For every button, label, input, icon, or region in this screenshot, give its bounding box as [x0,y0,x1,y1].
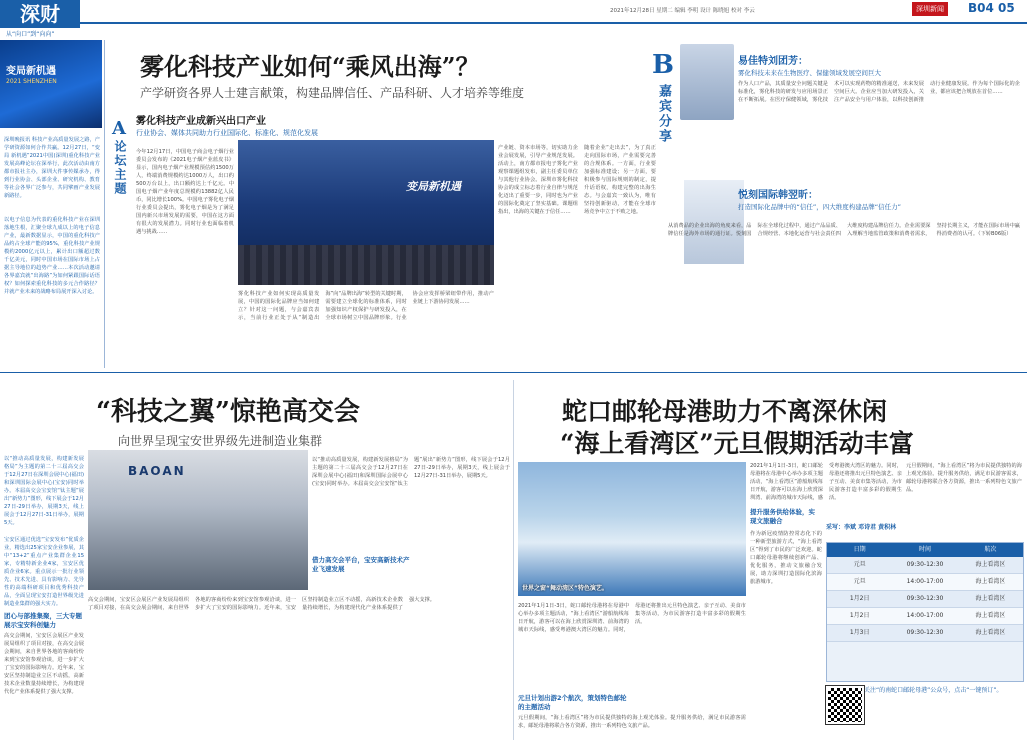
bottom-right-body-3: 2021年1月1日-3日，蛇口邮轮母港将在母港中心举办多项主题活动，“海上看湾区”游船航线每日开航，游客可以在海上欣赏深圳湾、前海湾的城市天际线，感受粤港澳大湾区的魅力。同时，母港还将推出元旦特色演艺、亲子互动、美食市集等活动，为市民游客打造丰富多彩的假期生活。 [750,463,902,501]
top-col-2: 雾化科技产业如何实现高质量发展，中国的国际化品牌应当如何建立？针对这一问题，与会嘉宾表示，当前行业正处于从“制造出海”向“品牌出海”转型的关键时期，需要建立全球化的标准体系，同时加强知识产权保护与研发投入，在全球市场树立中国品牌形象。行业协会应发挥桥梁纽带作用，推动产业链上下游协同发展…… [238,291,494,321]
section-a-subtitle: 行业协会、媒体共同助力行业国际化、标准化、规范化发展 [136,129,318,137]
table-row [827,608,1023,625]
photo-caption: 变局新机遇 [406,180,461,193]
expo-photo [88,450,308,590]
table-cell: 海上看湾区 [975,629,1006,636]
bottom-right-right-head: 提升服务供给体验，实现文旅融合 [750,508,815,525]
table-cell: 海上看湾区 [975,612,1006,619]
guest1-portrait [680,44,734,120]
table-cell: 09:30-12:30 [906,595,944,602]
page-number: B04 05 [968,1,1015,15]
bottom-left-body-2: 宝安区通过优选“宝安发布”优质企业，精选出25家宝安企业参展，其中“13+2”重点产业集群企业15家，专精特新企业4家，宝安区优质企业6家。重点展示一批行业领先、技术先进、具有影响力、先导性的高端科研项目和优秀科技产品，全面呈现宝安打造世界级先进制造业集群的强大实力。 [4,537,84,607]
masthead-bar [0,0,1027,24]
bottom-left-subhead: 向世界呈现宝安世界级先进制造业集群 [118,434,323,448]
bottom-left-side-head: 团心与部推集聚，三大专题展示宝安科创魅力 [4,612,82,629]
bottom-left-body-3: 高交会期间，宝安区会展区产业发展局组织了项目对接，在高交会展会期间，来自世界各地的客商纷纷来到宝安馆参观洽谈，进一步扩大了宝安的国际影响力。近年来，宝安区坚持制造业立区不动摇，高新技术企业数量持续增长，为构建现代化产业体系提供了强大支撑。 [4,633,84,695]
top-col-1: 今年12月17日，中国电子商会电子烟行业委员会发布的《2021电子烟产业蓝皮书》显示，国内电子烟产业规模预估约1500万人，终端消费规模约达1000万人，出口约500万台以上，出口额约达上千亿元。中国电子烟产业年度总规模约13882亿人民币，同比增长100%。中国电子雾化电子烟行业委员会提出，雾化电子烟是为了满足国内新兴市场发展的需要，中国在这方面有很大的发展潜力。同时行业也面临着机遇与挑战…… [136,149,234,235]
bottom-right-author: 采写：李斌 邓诗君 黄积林 [826,524,897,531]
section-b-label: 嘉宾分享 [656,84,671,144]
guest2-name: 悦刻国际韩翌昕： [738,190,818,201]
table-cell: 元旦 [853,561,866,568]
guest2-body: 从消费品的企业出海的角度来看，品牌信任是海外市场的通行证。悦刻国际在全球化过程中，通过产品品质、合规经营、本地化运营与社会责任四大维度构建品牌信任力。企业需要深入理解当地监管政策和消费者需求，坚持长期主义，才能在国际市场中赢得消费者的认可。（下转B06版） [668,223,1020,237]
section-a-label: 论坛主题 [113,140,127,196]
bottom-right-body-5: 元旦假期间，“海上看湾区”将为市民提供独特的海上观光体验。提升服务供给，满足市民游客需求，邮轮母港将联合各方资源，推出一系列特色文旅产品。 [906,463,1022,493]
table-cell: 元旦 [853,578,866,585]
table-row [827,557,1023,574]
table-cell: 1月2日 [849,612,870,619]
date-line: 2021年12月28日 星期二 编辑 李明 设计 陈晓旭 校对 李云 [610,8,755,14]
table-cell: 14:00-17:00 [906,578,944,585]
section-a-title: 雾化科技产业成新兴出口产业 [136,116,266,127]
section-b-letter: B [652,50,674,80]
cruise-photo-caption: 世界之窗“舞动湾区”特色演艺。 [522,585,608,592]
table-row [827,625,1023,642]
top-subhead: 产学研资各界人士建言献策，构建品牌信任、产品科研、人才培养等维度 [140,86,525,100]
bottom-right-body-1: 2021年1月1日-3日，蛇口邮轮母港将在母港中心举办多项主题活动，“海上看湾区”游船航线每日开航，游客可以在海上欣赏深圳湾、前海湾的城市天际线，感受粤港澳大湾区的魅力。同时，母港还将推出元旦特色演艺、亲子互动、美食市集等活动，为市民游客打造丰富多彩的假期生活。 [518,603,746,633]
page-divider [0,372,1027,373]
sidebar-banner [0,40,102,128]
bottom-right-headline-1: 蛇口邮轮母港助力不离深休闲 [562,397,888,426]
table-cell: 14:00-17:00 [906,612,944,619]
bottom-right-body-2: 元旦假期间，“海上看湾区”将为市民提供独特的海上观光体验。提升服务供给，满足市民游客需求，邮轮母港将联合各方资源，推出一系列特色文旅产品。 [518,715,746,729]
table-row [827,574,1023,591]
table-cell: 09:30-12:30 [906,629,944,636]
cruise-photo [518,462,746,596]
table-cell: 09:30-12:30 [906,561,944,568]
guest2-quote: 打造国际化品牌中的“信任”，四大维度构建品牌“信任力” [738,203,901,211]
sidebar-body: 以电子信息为代表的重化科技产业在深圳落地生根，汇聚全球九成以上的电子信息产业，最新数据显示，中国的重化科技产品约占全球产能的95%，重化科技产业规模约2000亿元以上，累计出口额超过数千亿美元，同时中国市场在国际市场上占据主导地位的趋势产业……本次活动邀请各界嘉宾就“出海路”为如何紧跟国际话语权？如何探索重化科技的多元合作路径？并就产业未来的战略布局展开深入讨论。 [4,217,100,295]
table-row [827,591,1023,608]
forum-photo [238,140,494,285]
section-tag: 深圳新闻 [912,2,948,16]
bottom-right-side-head: 元旦计划出游2个航次，策划特色邮轮的主题活动 [518,694,627,711]
table-cell: 海上看湾区 [975,561,1006,568]
audience [238,245,494,285]
qr-note: 关注“的南蛇口邮轮母港”公众号，点击“一键预订”。 [864,687,1003,694]
table-cell: 1月3日 [849,629,870,636]
section-logo: 深财 [0,0,80,28]
guest1-body: 作为人口产品，其质量安全问题关键是标准化，雾化科技的研发与应用场景正在不断拓展。在医疗保健领域，雾化技术可以实现药物的精准递送，未来发展空间巨大。企业应当加大研发投入，关注产品安全与用户体验，以科技创新推动行业健康发展。作为每个国际化的企业，都应该把合规放在首位…… [738,81,1020,103]
sidebar-divider [104,40,105,368]
bottom-left-headline: “科技之翼”惊艳高交会 [96,397,360,427]
table-header-cell: 时间 [918,546,931,553]
top-headline: 雾化科技产业如何“乘风出海”？ [140,52,480,81]
bottom-left-body-4: 高交会期间，宝安区会展区产业发展局组织了项目对接，在高交会展会期间，来自世界各地的客商纷纷来到宝安馆参观洽谈，进一步扩大了宝安的国际影响力。近年来，宝安区坚持制造业立区不动摇，高新技术企业数量持续增长，为构建现代化产业体系提供了强大支撑。 [88,597,435,611]
section-a-letter: A [112,118,126,139]
table-header-cell: 日期 [853,546,866,553]
table-cell: 海上看湾区 [975,578,1006,585]
section-slogan: 从“向口”到“向向” [6,31,55,38]
bottom-right-body-4: 作为新冠疫情防控常态化下的一种新型旅游方式，“海上看湾区”得到了市民的广泛欢迎。蛇口邮轮母港将继续创新产品、优化服务，推动文旅融合发展，助力深圳打造国际化滨海旅游城市。 [750,531,822,585]
expo-photo-caption: BAOAN [128,464,186,478]
table-body [827,557,1023,642]
bottom-left-body-5: 以“推动高质量发展，构建新发展格局”为主题的第二十三届高交会于12月27日在深圳会展中心(福田)和深圳国际会展中心(宝安)同时举办。本届高交会宝安馆“钛主题”展出“新势力”图形，线下展会于12月27日-29日举办，展期3天，线上展会于12月27日-31日举办，展期5天。 [312,457,510,487]
guest1-name: 易佳特刘团芳： [738,56,808,67]
table-cell: 海上看湾区 [975,595,1006,602]
bottom-left-sub-head-2: 借力高交会平台，宝安高新技术产业飞速发展 [312,556,410,573]
guest1-quote: 雾化科技未来在生物医疗、保健领域发展空间巨大 [738,69,881,77]
schedule-table [826,542,1024,682]
sidebar-banner-title: 变局新机遇 [6,66,56,77]
bottom-left-body-1: 以“推动高质量发展，构建新发展格局”为主题的第二十三届高交会于12月27日在深圳会展中心(福田)和深圳国际会展中心(宝安)同时举办。本届高交会宝安馆“钛主题”展出“新势力”图形，线下展会于12月27日-29日举办，展期3天，线上展会于12月27日-31日举办，展期5天。 [4,456,84,526]
top-col-4: 随着企业“走出去”，为了真正走向国际市场，产业需要完善的合规体系。一方面，行业要加强标准建设；另一方面，要积极参与国际规则的制定，提升话语权，构建完整的出海生态。与会嘉宾一致认为，唯有坚持创新驱动，才能在全球市场竞争中立于不败之地。 [584,145,656,215]
top-col-3: 产业链、资本市场等，切实助力企业会展发展，引导产业规范发展。活动上，南方都市报电子雾化产业观察课题组发布，副主任委员单位与其他行业协会。深圳市雾化科技协会的成立标志着行业自律与规范化迈出了重要一步，同时也为产业的国际化奠定了坚实基础。课题组指出，出海的关键在于信任…… [498,145,578,215]
gutter-divider [513,380,514,740]
table-cell: 1月2日 [849,595,870,602]
table-header-cell: 航次 [984,546,997,553]
sidebar-intro: 深圳晚报讯 科技产业高质量发展之路，产学研资源如何合作共赢。12月27日，“变局 新机遇”2021中国(深圳)重化科技产业发展高峰论坛在深举行，此次活动由南方都市报社主办，深圳大件事传媒承办，得到行业协会、头部企业、研究机构、教育等社会各界广泛参与，共同擘画产业发展新路径。 [4,137,100,199]
table-header [827,543,1023,557]
qr-code [826,686,864,724]
bottom-right-headline-2: “海上看湾区”元旦假期活动丰富 [560,429,914,458]
sidebar-banner-sub: 2021 SHENZHEN [6,78,57,85]
